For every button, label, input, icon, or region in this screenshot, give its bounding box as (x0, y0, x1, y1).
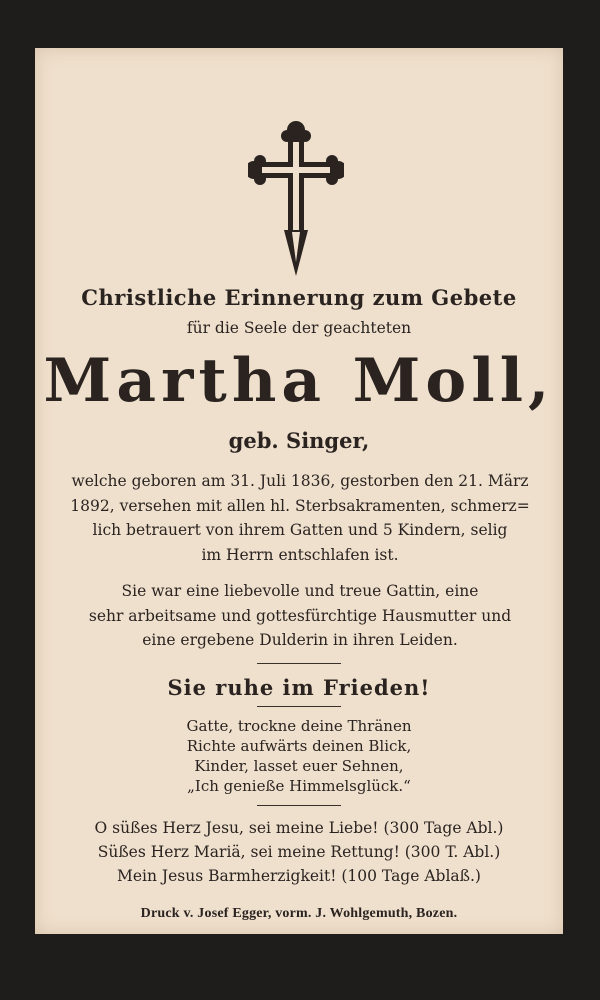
deceased-name: Martha Moll, (43, 346, 555, 416)
cross-icon (248, 120, 344, 280)
printer-credit: Druck v. Josef Egger, vorm. J. Wohlgemuth, Bozen. (140, 906, 458, 921)
memorial-card (35, 48, 563, 934)
divider (257, 706, 341, 707)
poem-line: Kinder, lasset euer Sehnen, (194, 757, 404, 775)
rest-in-peace-line: Sie ruhe im Frieden! (167, 675, 431, 700)
biography-paragraph (55, 469, 545, 567)
poem-line: Gatte, trockne deine Thränen (186, 717, 412, 735)
poem-line: „Ich genieße Himmelsglück.“ (187, 777, 411, 795)
biography-line: im Herrn entschlafen ist. (201, 545, 399, 564)
prayer-line: O süßes Herz Jesu, sei meine Liebe! (300 Tage Abl.) (94, 819, 504, 837)
prayer-line: Süßes Herz Mariä, sei meine Rettung! (300 T. Abl.) (97, 843, 501, 861)
tribute-line: eine ergebene Dulderin in ihren Leiden. (142, 631, 458, 649)
poem-line: Richte aufwärts deinen Blick, (186, 737, 412, 755)
prayers (35, 816, 563, 888)
biography-line: lich betrauert von ihrem Gatten und 5 Kindern, selig (92, 521, 508, 539)
tribute-line: sehr arbeitsame und gottesfürchtige Hausmutter und (88, 606, 512, 625)
card-heading: Christliche Erinnerung zum Gebete (81, 285, 517, 310)
tribute-line: Sie war eine liebevolle und treue Gattin, eine (121, 582, 479, 600)
maiden-name: geb. Singer, (228, 428, 370, 453)
biography-line: 1892, versehen mit allen hl. Sterbsakramenten, schmerz= (70, 496, 530, 515)
prayer-line: Mein Jesus Barmherzigkeit! (100 Tage Ablaß.) (117, 867, 481, 885)
divider (257, 805, 341, 806)
card-subheading: für die Seele der geachteten (186, 319, 412, 337)
tribute-paragraph (55, 579, 545, 653)
divider (257, 663, 341, 664)
poem (35, 716, 563, 796)
biography-line: welche geboren am 31. Juli 1836, gestorben den 21. März (71, 472, 529, 490)
